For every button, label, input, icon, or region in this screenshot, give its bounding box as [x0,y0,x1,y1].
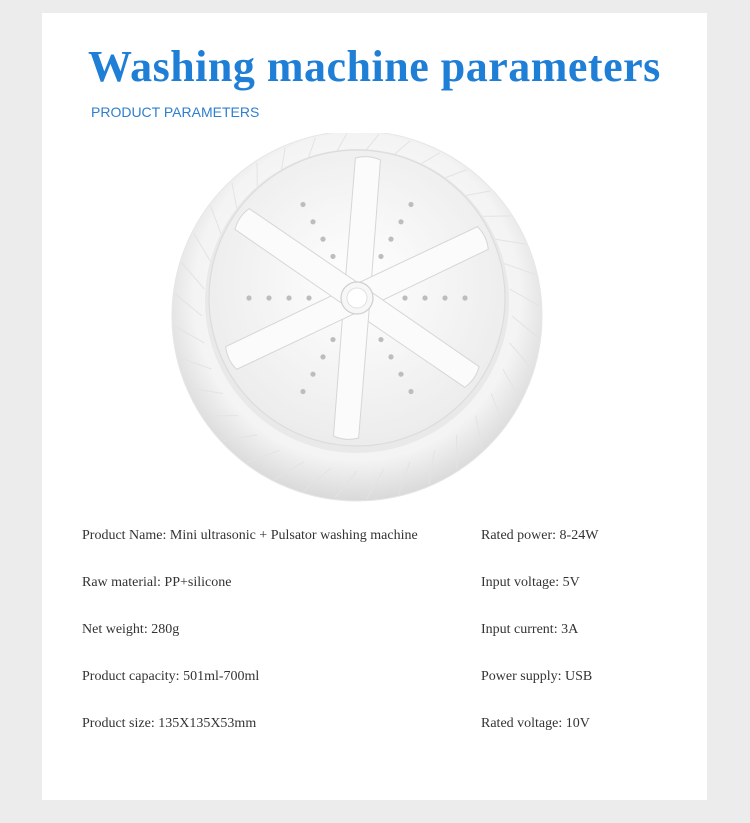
spec-product-capacity: Product capacity: 501ml-700ml [82,669,260,684]
spec-input-current: Input current: 3A [481,622,579,637]
spec-row [82,622,682,646]
spec-row [82,528,682,552]
spec-net-weight: Net weight: 280g [82,622,180,637]
page-title: Washing machine parameters [88,42,661,91]
spec-row [82,669,682,693]
spec-row [82,575,682,599]
spec-raw-material: Raw material: PP+silicone [82,575,232,590]
spec-input-voltage: Input voltage: 5V [481,575,580,590]
spec-product-size: Product size: 135X135X53mm [82,716,257,731]
spec-rated-power: Rated power: 8-24W [481,528,599,543]
spec-power-supply: Power supply: USB [481,669,593,684]
product-image [169,133,545,509]
spec-product-name: Product Name: Mini ultrasonic + Pulsator washing machine [82,528,418,543]
spec-rated-voltage: Rated voltage: 10V [481,716,590,731]
page-subtitle: PRODUCT PARAMETERS [91,104,260,120]
parameters-card [42,13,707,800]
spec-row [82,716,682,740]
